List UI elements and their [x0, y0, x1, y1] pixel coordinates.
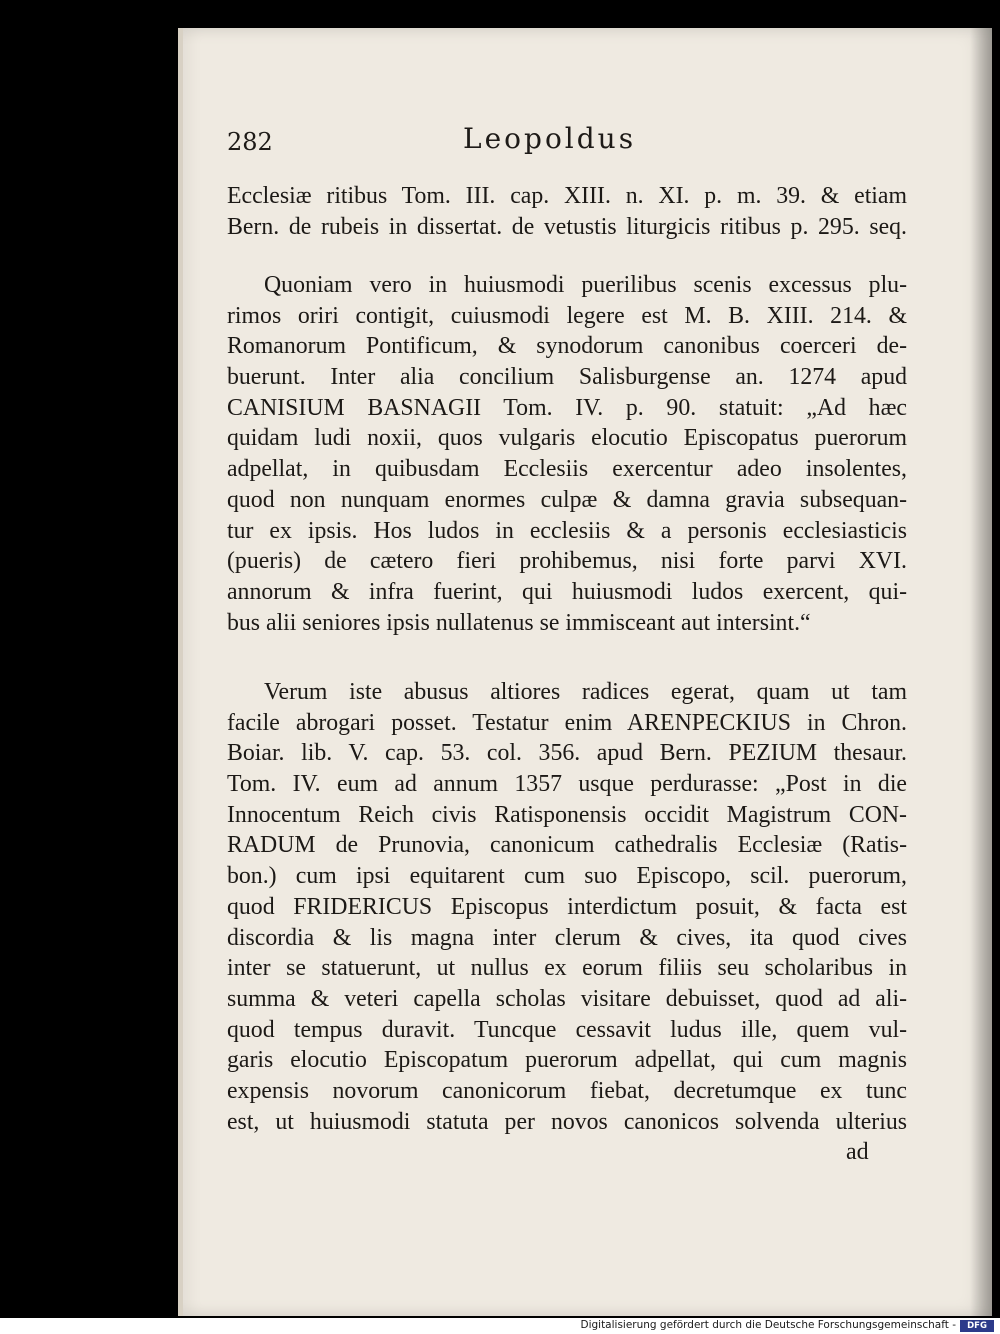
text-line: bus alii seniores ipsis nullatenus se immisceant aut intersint.“ — [227, 609, 811, 636]
text-line: facile abrogari posset. Testatur enim ARENPECKIUS in Chron. — [227, 709, 907, 736]
text-line: (pueris) de cætero fieri prohibemus, nisi forte parvi XVI. — [227, 548, 907, 575]
text-line: adpellat, in quibusdam Ecclesiis exercentur adeo insolentes, — [227, 456, 907, 483]
text-line: quidam ludi noxii, quos vulgaris elocutio Episcopatus puerorum — [227, 425, 907, 452]
text-line: Bern. de rubeis in dissertat. de vetustis liturgicis ritibus p. 295. seq. — [227, 213, 907, 240]
text-line: bon.) cum ipsi equitarent cum suo Episcopo, scil. puerorum, — [227, 863, 907, 890]
text-line: discordia & lis magna inter clerum & cives, ita quod cives — [227, 924, 907, 951]
text-line: Ecclesiæ ritibus Tom. III. cap. XIII. n. XI. p. m. 39. & etiam — [227, 183, 907, 209]
notes-block — [227, 181, 907, 242]
text-line: Innocentum Reich civis Ratisponensis occidit Magistrum CON- — [227, 801, 907, 828]
text-line: expensis novorum canonicorum fiebat, decretumque ex tunc — [227, 1077, 907, 1104]
catchword: ad — [846, 1139, 869, 1165]
text-line: Tom. IV. eum ad annum 1357 usque perdurasse: „Post in die — [227, 771, 907, 798]
paragraph-2 — [227, 677, 907, 1137]
text-line: quod FRIDERICUS Episcopus interdictum posuit, & facta est — [227, 893, 907, 920]
text-line: Verum iste abusus altiores radices egerat, quam ut tam — [264, 679, 907, 705]
page-number: 282 — [227, 128, 273, 156]
text-line: garis elocutio Episcopatum puerorum adpellat, qui cum magnis — [227, 1047, 907, 1074]
text-line: Romanorum Pontificum, & synodorum canonibus coerceri de- — [227, 333, 907, 360]
text-line: Boiar. lib. V. cap. 53. col. 356. apud Bern. PEZIUM thesaur. — [227, 740, 907, 767]
text-line: quod non nunquam enormes culpæ & damna gravia subsequan- — [227, 486, 907, 513]
text-line: Quoniam vero in huiusmodi puerilibus scenis excessus plu- — [264, 272, 907, 298]
page-fold-shadow — [970, 28, 992, 1316]
running-head — [227, 122, 907, 162]
text-line: buerunt. Inter alia concilium Salisburgense an. 1274 apud — [227, 364, 907, 391]
text-line: annorum & infra fuerint, qui huiusmodi ludos exercent, qui- — [227, 578, 907, 605]
text-line: tur ex ipsis. Hos ludos in ecclesiis & a personis ecclesiasticis — [227, 517, 907, 544]
dfg-logo: DFG — [960, 1320, 994, 1332]
running-title: Leopoldus — [463, 122, 637, 155]
text-line: inter se statuerunt, ut nullus ex eorum filiis seu scholaribus in — [227, 955, 907, 982]
paragraph-1 — [227, 270, 907, 638]
text-line: quod tempus duravit. Tuncque cessavit ludus ille, quem vul- — [227, 1016, 907, 1043]
text-line: est, ut huiusmodi statuta per novos canonicos solvenda ulterius — [227, 1108, 907, 1135]
text-line: RADUM de Prunovia, canonicum cathedralis Ecclesiæ (Ratis- — [227, 832, 907, 859]
funding-credit: Digitalisierung gefördert durch die Deutsche Forschungsgemeinschaft - — [580, 1319, 956, 1331]
text-line: CANISIUM BASNAGII Tom. IV. p. 90. statuit: „Ad hæc — [227, 394, 907, 421]
page-edge — [178, 28, 183, 1316]
text-line: summa & veteri capella scholas visitare debuisset, quod ad ali- — [227, 985, 907, 1012]
text-line: rimos oriri contigit, cuiusmodi legere est M. B. XIII. 214. & — [227, 302, 907, 329]
